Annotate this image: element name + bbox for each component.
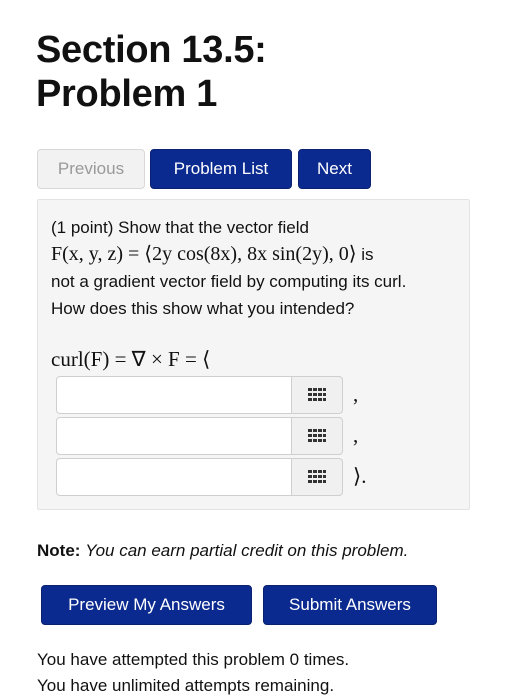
submit-answers-button[interactable]: Submit Answers <box>263 585 437 625</box>
answer-input-2[interactable] <box>56 417 292 455</box>
page-title <box>36 28 476 116</box>
separator-comma-1: , <box>353 382 359 406</box>
grid-keypad-icon <box>308 388 326 402</box>
attempts-status: You have attempted this problem 0 times. <box>37 650 350 669</box>
partial-credit-note <box>37 541 408 561</box>
problem-panel <box>37 199 470 510</box>
title-line-section: Section 13.5: <box>36 29 267 71</box>
keypad-button-3[interactable] <box>291 458 343 496</box>
preview-answers-button[interactable]: Preview My Answers <box>41 585 252 625</box>
answer-input-3[interactable] <box>56 458 292 496</box>
title-line-problem: Problem 1 <box>36 73 218 115</box>
problem-intro: Show that the vector field <box>118 218 309 237</box>
note-label: Note: <box>37 541 81 560</box>
closing-bracket: ⟩. <box>353 464 367 488</box>
answer-input-1[interactable] <box>56 376 292 414</box>
note-text: You can earn partial credit on this problem. <box>85 541 409 560</box>
problem-statement <box>51 214 461 322</box>
previous-button[interactable]: Previous <box>37 149 145 189</box>
separator-comma-2: , <box>353 423 359 447</box>
curl-expression: curl(F) = ∇ × F = ⟨ <box>51 347 211 371</box>
problem-line-2: not a gradient vector field by computing its curl. <box>51 272 407 291</box>
next-button[interactable]: Next <box>298 149 371 189</box>
vector-field-expression: F(x, y, z) = ⟨2y cos(8x), 8x sin(2y), 0⟩ <box>51 243 357 265</box>
points-label: (1 point) <box>51 218 114 237</box>
problem-line-3: How does this show what you intended? <box>51 299 355 318</box>
keypad-button-2[interactable] <box>291 417 343 455</box>
problem-list-button[interactable]: Problem List <box>150 149 292 189</box>
field-suffix: is <box>361 245 374 264</box>
remaining-attempts-status: You have unlimited attempts remaining. <box>37 676 335 695</box>
keypad-button-1[interactable] <box>291 376 343 414</box>
grid-keypad-icon <box>308 429 326 443</box>
grid-keypad-icon <box>308 470 326 484</box>
